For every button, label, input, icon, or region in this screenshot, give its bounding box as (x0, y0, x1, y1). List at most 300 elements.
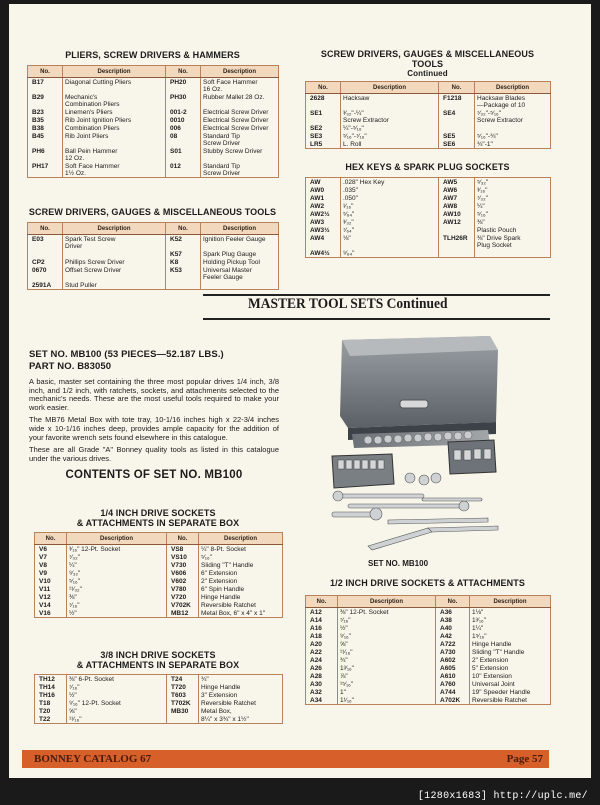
description-cell: Stud Puller (63, 281, 166, 290)
column-header: No. (28, 66, 63, 78)
part-number-cell: A760 (436, 680, 470, 688)
misc-tools-table (27, 222, 279, 290)
description-cell (201, 281, 279, 290)
description-cell: 19" Speeder Handle (470, 688, 551, 696)
table-row (35, 699, 283, 707)
page-footer (22, 750, 549, 768)
description-cell: ½" (67, 609, 167, 618)
column-header: No. (166, 223, 201, 235)
part-number-cell: B38 (28, 124, 63, 132)
column-header: No. (439, 82, 475, 94)
section-title: 1/4 INCH DRIVE SOCKETS (100, 508, 216, 518)
part-number-cell: VS8 (167, 545, 199, 554)
table-row (306, 140, 551, 149)
pliers-section (27, 50, 278, 178)
column-header: No. (167, 533, 199, 545)
table-row (28, 258, 279, 266)
part-number-cell: T720 (167, 683, 199, 691)
section-subtitle: Continued (407, 69, 448, 78)
part-number-cell: F1218 (439, 94, 475, 110)
description-cell: ¼" (67, 561, 167, 569)
description-cell: 1⁵⁄₁₆" (470, 632, 551, 640)
part-number-cell: TLH26R (439, 234, 475, 249)
description-cell: 1¹⁄₁₆" (338, 696, 436, 705)
description-cell: ⅜" Drive Spark Plug Socket (475, 234, 551, 249)
table-row (35, 675, 283, 684)
table-row (35, 691, 283, 699)
table-row (306, 632, 551, 640)
table-row (28, 147, 279, 162)
part-number-cell: T18 (35, 699, 67, 707)
description-cell: Rubber Mallet 28 Oz. (201, 93, 279, 108)
description-cell: ⁵⁄₁₆"-¾" (475, 132, 551, 140)
part-number-cell: V14 (35, 601, 67, 609)
table-row (306, 688, 551, 696)
description-cell: .050" (341, 194, 439, 202)
description-cell: Metal Box, (199, 707, 283, 715)
half-inch-section (305, 578, 550, 705)
section-title: & ATTACHMENTS IN SEPARATE BOX (76, 660, 240, 670)
description-cell: ⁹⁄₆₄" (341, 249, 439, 258)
part-number-cell: PH17 (28, 162, 63, 178)
part-number-cell: A18 (306, 632, 338, 640)
pliers-table (27, 65, 279, 178)
description-cell: Standard Tip Screw Driver (201, 162, 279, 178)
description-cell: L. Roll (341, 140, 439, 149)
part-number-cell: SE6 (439, 140, 475, 149)
three-eighths-inch-section (34, 650, 282, 724)
table-row (306, 109, 551, 124)
part-number-cell: V7 (35, 553, 67, 561)
part-number-cell: CP2 (28, 258, 63, 266)
description-cell: Electrical Screw Driver (201, 116, 279, 124)
description-cell: ¾" (338, 656, 436, 664)
description-cell: 6" Spin Handle (199, 585, 283, 593)
table-row (35, 553, 283, 561)
part-number-cell: VS10 (167, 553, 199, 561)
hex-keys-section (305, 162, 550, 258)
part-number-cell (439, 249, 475, 258)
description-cell: Phillips Screw Driver (63, 258, 166, 266)
part-number-cell: A30 (306, 680, 338, 688)
part-number-cell: A20 (306, 640, 338, 648)
part-number-cell: AW1 (306, 194, 341, 202)
part-number-cell: E03 (28, 235, 63, 251)
description-cell: Ball Pein Hammer 12 Oz. (63, 147, 166, 162)
toolbox-photo (328, 332, 502, 554)
part-number-cell: T702K (167, 699, 199, 707)
part-number-cell: SE5 (439, 132, 475, 140)
part-number-cell: 006 (166, 124, 201, 132)
section-title: & ATTACHMENTS IN SEPARATE BOX (76, 518, 240, 528)
part-number-cell: AW6 (439, 186, 475, 194)
description-cell: 1⅛" (470, 608, 551, 617)
description-cell: Universal Joint (470, 680, 551, 688)
part-number-cell: LR5 (306, 140, 341, 149)
description-cell: ⅜" (67, 593, 167, 601)
part-number-cell: SE2 (306, 124, 341, 132)
table-row (35, 569, 283, 577)
part-number-cell: A40 (436, 624, 470, 632)
description-cell: ³⁄₃₂"-¼" Screw Extractor (341, 109, 439, 124)
part-number-cell: SE4 (439, 109, 475, 124)
description-cell: ³⁄₃₂" (341, 218, 439, 226)
description-cell: Hacksaw Blades —Package of 10 (475, 94, 551, 110)
column-header: No. (166, 66, 201, 78)
part-number-cell: B17 (28, 78, 63, 94)
catalog-name: BONNEY CATALOG 67 (34, 753, 152, 765)
part-number-cell: SE1 (306, 109, 341, 124)
table-row (28, 132, 279, 147)
description-cell: ⁹⁄₁₆" (338, 632, 436, 640)
description-cell: Spark Test Screw Driver (63, 235, 166, 251)
description-cell: ¾" (199, 675, 283, 684)
description-cell: Spark Plug Gauge (201, 250, 279, 258)
description-cell: Universal Master Feeler Gauge (201, 266, 279, 281)
part-number-cell: AW3½ (306, 226, 341, 234)
description-cell: ⁹⁄₃₂" (67, 569, 167, 577)
part-number-cell: K52 (166, 235, 201, 251)
table-row (306, 226, 551, 234)
description-cell: ⅛" (341, 234, 439, 249)
part-number-cell: A26 (306, 664, 338, 672)
part-number-cell: A602 (436, 656, 470, 664)
table-row (306, 672, 551, 680)
part-number-cell: AW10 (439, 210, 475, 218)
description-cell: Offset Screw Driver (63, 266, 166, 281)
description-cell: ¹¹⁄₃₂" (67, 585, 167, 593)
description-cell: ⁷⁄₃₂" (67, 553, 167, 561)
part-number-cell: AW2½ (306, 210, 341, 218)
table-row (306, 640, 551, 648)
table-row (28, 78, 279, 94)
part-number-cell: AW0 (306, 186, 341, 194)
part-number-cell: V10 (35, 577, 67, 585)
table-row (35, 601, 283, 609)
part-number-cell (28, 250, 63, 258)
table-row (306, 178, 551, 187)
part-number-cell: B45 (28, 132, 63, 147)
section-title: HEX KEYS & SPARK PLUG SOCKETS (345, 162, 510, 172)
column-header: Description (470, 596, 551, 608)
description-cell: ¹⁵⁄₁₆" (338, 680, 436, 688)
part-number-cell: B23 (28, 108, 63, 116)
contents-heading: CONTENTS OF SET NO. MB100 (65, 469, 243, 482)
description-cell: ⅜" 12-Pt. Socket (338, 608, 436, 617)
part-number-cell: PH20 (166, 78, 201, 94)
part-number-cell: A744 (436, 688, 470, 696)
table-row (306, 624, 551, 632)
description-cell: Rib Joint Pliers (63, 132, 166, 147)
part-number-cell: 2628 (306, 94, 341, 110)
description-cell: 1" (338, 688, 436, 696)
table-row (28, 281, 279, 290)
description-cell: ⅜" (475, 218, 551, 226)
section-title: PLIERS, SCREW DRIVERS & HAMMERS (65, 50, 240, 60)
part-number-cell: V11 (35, 585, 67, 593)
column-header: Description (475, 82, 551, 94)
description-cell: ¾"-1" (475, 140, 551, 149)
description-cell: ⁷⁄₁₆" (67, 601, 167, 609)
part-number-cell (439, 226, 475, 234)
table-row (306, 132, 551, 140)
part-number-cell: V12 (35, 593, 67, 601)
description-cell: ¹¹⁄₁₆" (338, 648, 436, 656)
column-header: No. (35, 533, 67, 545)
part-number-cell: A702K (436, 696, 470, 705)
table-row (306, 249, 551, 258)
table-row (306, 194, 551, 202)
description-cell: Diagonal Cutting Pliers (63, 78, 166, 94)
table-row (306, 656, 551, 664)
description-cell: .035" (341, 186, 439, 194)
part-number-cell: 001-2 (166, 108, 201, 116)
description-cell: ¹⁄₁₆" (341, 202, 439, 210)
description-cell: Soft Face Hammer 16 Oz. (201, 78, 279, 94)
description-cell: Electrical Screw Driver (201, 108, 279, 116)
watermark: [1280x1683] http://uplc.me/ (417, 791, 588, 802)
description-cell: 2" Extension (470, 656, 551, 664)
description-cell: Mechanic's Combination Pliers (63, 93, 166, 108)
part-number-cell: A38 (436, 616, 470, 624)
description-cell: ⅜" 6-Pt. Socket (67, 675, 167, 684)
part-number-cell: A28 (306, 672, 338, 680)
part-number-cell: B35 (28, 116, 63, 124)
part-number-cell: AW8 (439, 202, 475, 210)
description-cell: Soft Face Hammer 1½ Oz. (63, 162, 166, 178)
table-row (306, 648, 551, 656)
set-number: SET NO. MB100 (53 PIECES—52.187 LBS.) (29, 349, 224, 360)
part-number-cell: 08 (166, 132, 201, 147)
part-number-cell: V8 (35, 561, 67, 569)
part-number-cell: A36 (436, 608, 470, 617)
description-cell: ⅝" (338, 640, 436, 648)
table-row (28, 266, 279, 281)
description-cell: 2" Extension (199, 577, 283, 585)
table-row (306, 186, 551, 194)
part-number-cell: TH12 (35, 675, 67, 684)
column-header: No. (436, 596, 470, 608)
table-row (35, 609, 283, 618)
table-row (35, 585, 283, 593)
description-cell: Rib Joint Ignition Pliers (63, 116, 166, 124)
hex-keys-table (305, 177, 551, 258)
table-row (306, 696, 551, 705)
part-number-cell: PH6 (28, 147, 63, 162)
part-number-cell: A22 (306, 648, 338, 656)
description-paragraph: A basic, master set containing the three most popular drives 1/4 inch, 3/8 inch, and 1/2 inch, with ratchets, sockets, and attachments selected to the mechanic's needs. These are the most useful tools required to make your work easier. (29, 377, 279, 412)
part-number-cell: SE3 (306, 132, 341, 140)
column-header: Description (341, 82, 439, 94)
part-number-cell: A605 (436, 664, 470, 672)
description-cell: Hacksaw (341, 94, 439, 110)
part-number-cell: V702K (167, 601, 199, 609)
title-rule-bottom (203, 318, 550, 320)
quarter-inch-section (34, 508, 282, 618)
description-cell: ⅞" (338, 672, 436, 680)
part-number-cell: K57 (166, 250, 201, 258)
part-number-cell: S01 (166, 147, 201, 162)
part-number-cell: A16 (306, 624, 338, 632)
part-number-cell: A24 (306, 656, 338, 664)
description-cell: Stubby Screw Driver (201, 147, 279, 162)
description-cell: 1¼" (470, 624, 551, 632)
table-row (306, 608, 551, 617)
page-number: Page 57 (506, 753, 543, 765)
description-cell: Electrical Screw Driver (201, 124, 279, 132)
three-eighths-inch-table (34, 674, 283, 724)
description-cell: 5" Extension (470, 664, 551, 672)
part-number-cell: AW3 (306, 218, 341, 226)
description-cell: Linemen's Pliers (63, 108, 166, 116)
table-row (35, 683, 283, 691)
master-tool-sets-title: MASTER TOOL SETS Continued (248, 296, 448, 312)
description-cell: 8¼" x 3¾" x 1½" (199, 715, 283, 724)
part-number-cell: MB30 (167, 707, 199, 715)
part-number-cell (167, 715, 199, 724)
part-number-cell: A34 (306, 696, 338, 705)
column-header: Description (199, 533, 283, 545)
part-number-cell: B29 (28, 93, 63, 108)
description-cell: ⁵⁄₃₂" (475, 178, 551, 187)
description-cell: ³⁄₁₆" 12-Pt. Socket (67, 545, 167, 554)
part-number-cell: V606 (167, 569, 199, 577)
description-cell: ¼"-⁵⁄₁₆" (341, 124, 439, 132)
part-number-cell: V6 (35, 545, 67, 554)
part-number-cell: AW4 (306, 234, 341, 249)
section-title: SCREW DRIVERS, GAUGES & MISCELLANEOUS TOOLS (320, 49, 535, 69)
column-header: No. (306, 82, 341, 94)
table-row (35, 715, 283, 724)
description-cell: Holding Pickup Tool (201, 258, 279, 266)
description-cell: Reversible Ratchet (470, 696, 551, 705)
description-cell (475, 124, 551, 132)
part-number-cell: T20 (35, 707, 67, 715)
description-cell (63, 250, 166, 258)
description-cell: ⁷⁄₁₆" (67, 683, 167, 691)
description-cell: ³⁄₁₆" (475, 186, 551, 194)
description-cell: ⁵⁄₆₄" (341, 210, 439, 218)
table-row (35, 545, 283, 554)
part-number-cell: A32 (306, 688, 338, 696)
table-row (306, 234, 551, 249)
description-cell: 1³⁄₁₆" (470, 616, 551, 624)
description-cell: Hinge Handle (199, 683, 283, 691)
part-number-cell: V780 (167, 585, 199, 593)
section-title: SCREW DRIVERS, GAUGES & MISCELLANEOUS TOOLS (28, 207, 277, 217)
part-number-cell: A730 (436, 648, 470, 656)
description-cell: Combination Pliers (63, 124, 166, 132)
column-header: Description (63, 223, 166, 235)
part-number: PART NO. B83050 (29, 361, 112, 372)
description-cell: ⁷⁄₃₂" (475, 194, 551, 202)
part-number-cell: 012 (166, 162, 201, 178)
part-number-cell: V16 (35, 609, 67, 618)
part-number-cell: AW5 (439, 178, 475, 187)
column-header: Description (338, 596, 436, 608)
description-cell: 6" Extension (199, 569, 283, 577)
part-number-cell: T603 (167, 691, 199, 699)
description-cell: ⁵⁄₁₆" (475, 210, 551, 218)
part-number-cell: T24 (167, 675, 199, 684)
table-row (306, 218, 551, 226)
part-number-cell: A610 (436, 672, 470, 680)
part-number-cell: T22 (35, 715, 67, 724)
part-number-cell: A14 (306, 616, 338, 624)
part-number-cell: A42 (436, 632, 470, 640)
description-cell: ⁵⁄₁₆" (67, 577, 167, 585)
description-cell: Hinge Handle (199, 593, 283, 601)
part-number-cell: V602 (167, 577, 199, 585)
description-cell: ¼" 8-Pt. Socket (199, 545, 283, 554)
part-number-cell: AW4½ (306, 249, 341, 258)
misc-tools-section (27, 207, 278, 290)
part-number-cell: TH16 (35, 691, 67, 699)
part-number-cell: MB12 (167, 609, 199, 618)
misc-tools-continued-section (305, 49, 550, 149)
column-header: Description (63, 66, 166, 78)
section-title: 3/8 INCH DRIVE SOCKETS (100, 650, 216, 660)
description-paragraph: These are all Grade "A" Bonney quality tools as listed in this catalogue under the various drives. (29, 445, 279, 463)
part-number-cell: TH14 (35, 683, 67, 691)
description-cell: ½" (67, 691, 167, 699)
description-cell: ⅝" (67, 707, 167, 715)
description-paragraph: The MB76 Metal Box with tote tray, 10-1/16 inches high x 22-3/4 inches wide x 10-1/16 inches deep, provides ample capacity for the addition of your favorite wrench sets found elsewhere in this catalogue. (29, 415, 279, 442)
description-cell (475, 249, 551, 258)
description-cell: ¼" (475, 202, 551, 210)
part-number-cell (439, 124, 475, 132)
table-row (306, 680, 551, 688)
part-number-cell: AW12 (439, 218, 475, 226)
part-number-cell: K53 (166, 266, 201, 281)
table-row (306, 94, 551, 110)
table-row (306, 210, 551, 218)
part-number-cell: AW7 (439, 194, 475, 202)
table-row (306, 202, 551, 210)
description-cell: ⁷⁄₁₆" (338, 616, 436, 624)
part-number-cell: A12 (306, 608, 338, 617)
table-row (28, 250, 279, 258)
description-cell: ⁵⁄₁₆"-⁷⁄₁₆" (341, 132, 439, 140)
table-row (35, 707, 283, 715)
table-row (28, 93, 279, 108)
description-cell: 1³⁄₁₆" (338, 664, 436, 672)
part-number-cell: V730 (167, 561, 199, 569)
table-row (35, 561, 283, 569)
section-title: 1/2 INCH DRIVE SOCKETS & ATTACHMENTS (330, 578, 525, 588)
description-cell: ½" (338, 624, 436, 632)
table-row (28, 116, 279, 124)
part-number-cell: PH30 (166, 93, 201, 108)
description-cell: ⁷⁄₃₂"-⁵⁄₁₆" Screw Extractor (475, 109, 551, 124)
description-cell: .028" Hex Key (341, 178, 439, 187)
table-row (28, 124, 279, 132)
column-header: No. (28, 223, 63, 235)
table-row (306, 664, 551, 672)
table-row (306, 616, 551, 624)
description-cell: Metal Box, 6" x 4" x 1" (199, 609, 283, 618)
part-number-cell: K8 (166, 258, 201, 266)
misc-tools-continued-table (305, 81, 551, 149)
part-number-cell: V9 (35, 569, 67, 577)
photo-caption: SET NO. MB100 (368, 559, 429, 568)
description-cell: Sliding "T" Handle (199, 561, 283, 569)
column-header: No. (306, 596, 338, 608)
description-cell: 3" Extension (199, 691, 283, 699)
set-description (29, 349, 279, 481)
description-cell: Reversible Ratchet (199, 601, 283, 609)
table-row (306, 124, 551, 132)
